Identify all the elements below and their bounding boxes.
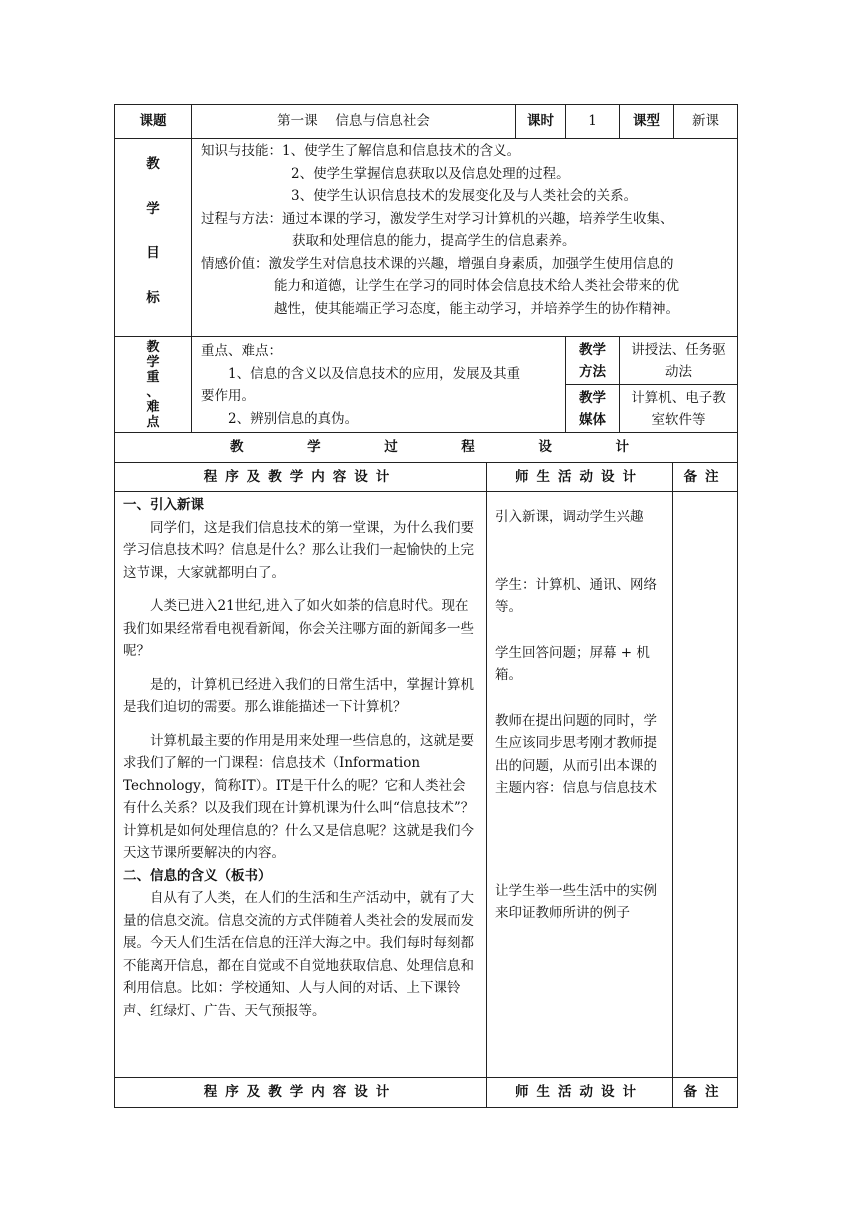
process-title-char: 过: [384, 439, 398, 456]
keypoints-label-char: 点: [146, 414, 160, 430]
keypoints-content: [192, 337, 566, 433]
keypoint-item-1b: 要作用。: [201, 388, 255, 404]
objective-line: 3、使学生认识信息技术的发展变化及与人类社会的关系。: [291, 188, 638, 204]
keypoints-label-char: 学: [146, 354, 160, 370]
content-paragraph-4: 计算机最主要的作用是用来处理一些信息的，这就是要求我们了解的一门课程：信息技术（Information Technology，简称IT）。IT是干什么的呢？它和人类社会有什么关系？以及我们现在计算机课为什么叫“信息技术”？计算机是如何处理信息的？什么又是信息呢？这就是我们今天这节课所要解决的内容。: [123, 732, 475, 861]
keypoints-label-char: 重: [146, 369, 160, 385]
activity-5: 让学生举一些生活中的实例来印证教师所讲的例子: [495, 882, 657, 921]
keypoints-row-1: [115, 337, 738, 385]
keypoints-table: [114, 336, 738, 433]
process-title: [115, 433, 738, 463]
process-title-char: 计: [615, 439, 629, 456]
hours-label: 课时: [516, 105, 566, 139]
objective-line: 情感价值：激发学生对信息技术课的兴趣，增强自身素质，加强学生使用信息的: [201, 255, 674, 272]
col-activity-header: 师生活动设计: [487, 463, 673, 492]
process-title-char: 程: [461, 439, 475, 456]
media-value: [620, 385, 738, 433]
objective-line: 能力和道德，让学生在学习的同时体会信息技术给人类社会带来的优: [274, 278, 679, 294]
objectives-label-char: 学: [146, 200, 160, 217]
objective-line: 知识与技能：1、使学生了解信息和信息技术的含义。: [201, 143, 521, 159]
media-label: [566, 385, 620, 433]
keypoints-label-char: 教: [146, 339, 160, 355]
keypoints-label-char: 、: [146, 384, 160, 400]
col-notes-header: 备注: [673, 463, 738, 492]
content-cell: [115, 492, 487, 1078]
method-value-a: 讲授法、任务驱: [631, 341, 726, 358]
keypoint-item-2: 2、辨别信息的真伪。: [228, 410, 359, 427]
activity-4: 教师在提出问题的同时，学生应该同步思考刚才教师提出的问题，从而引出本课的主题内容：信息与信息技术: [495, 712, 657, 796]
activity-2: 学生：计算机、通讯、网络等。: [495, 576, 657, 615]
process-title-char: 学: [307, 439, 321, 456]
content-paragraph-3: 是的，计算机已经进入我们的日常生活中，掌握计算机是我们迫切的需要。那么谁能描述一下计算机？: [123, 676, 474, 715]
footer-col-notes: 备注: [673, 1078, 738, 1108]
footer-col-content: 程序及教学内容设计: [115, 1078, 487, 1108]
objectives-label-char: 目: [146, 245, 160, 261]
activity-1: 引入新课，调动学生兴趣: [495, 509, 644, 525]
process-title-char: 设: [538, 439, 552, 456]
process-body-row: [115, 492, 738, 1078]
section-1-title: 一、引入新课: [123, 497, 204, 513]
lesson-label: 课题: [115, 105, 192, 139]
activity-cell: [487, 492, 673, 1078]
objective-line: 2、使学生掌握信息获取以及信息处理的过程。: [291, 165, 570, 182]
method-label-a: 教学: [579, 341, 606, 358]
keypoint-item-1a: 1、信息的含义以及信息技术的应用，发展及其重: [228, 365, 521, 382]
objective-line: 获取和处理信息的能力，提高学生的信息素养。: [292, 233, 576, 249]
media-value-a: 计算机、电子教: [631, 389, 726, 406]
objectives-content: [192, 139, 738, 337]
objectives-label-char: 教: [146, 156, 160, 172]
section-2-title: 二、信息的含义（板书）: [123, 867, 272, 884]
keypoints-label-char: 难: [146, 399, 160, 415]
process-header-row: [115, 463, 738, 492]
lesson-title: 第一课 信息与信息社会: [192, 105, 516, 139]
content-paragraph-2: 人类已进入21世纪,进入了如火如荼的信息时代。现在我们如果经常看电视看新闻，你会关注哪方面的新闻多一些呢？: [123, 598, 474, 659]
method-value-b: 动法: [665, 363, 692, 380]
notes-cell: [673, 492, 738, 1078]
objectives-label: [115, 139, 192, 337]
type-value: 新课: [674, 105, 738, 139]
footer-col-activity: 师生活动设计: [487, 1078, 673, 1108]
content-paragraph-5: 自从有了人类，在人们的生活和生产活动中，就有了大量的信息交流。信息交流的方式伴随着人类社会的发展而发展。今天人们生活在信息的汪洋大海之中。我们每时每刻都不能离开信息，都在自觉或不自觉地获取信息、处理信息和利用信息。比如：学校通知、人与人间的对话、上下课铃声、红绿灯、广告、天气预报等。: [123, 890, 474, 1019]
method-label: [566, 337, 620, 385]
objective-line: 越性，使其能端正学习态度，能主动学习，并培养学生的协作精神。: [274, 300, 679, 317]
method-value: [620, 337, 738, 385]
type-label: 课型: [620, 105, 674, 139]
keypoints-heading: 重点、难点：: [201, 343, 282, 359]
media-label-a: 教学: [579, 389, 606, 406]
process-table: [114, 432, 738, 1108]
objectives-table: [114, 138, 738, 337]
lesson-plan: [114, 104, 737, 1108]
footer-header-row: [115, 1078, 738, 1108]
method-label-b: 方法: [579, 363, 606, 380]
objective-line: 过程与方法：通过本课的学习，激发学生对学习计算机的兴趣，培养学生收集、: [201, 210, 674, 227]
content-paragraph-1: 同学们，这是我们信息技术的第一堂课，为什么我们要学习信息技术吗？信息是什么？那么让我们一起愉快的上完这节课，大家就都明白了。: [123, 519, 474, 581]
media-label-b: 媒体: [579, 411, 606, 428]
hours-value: 1: [566, 105, 620, 139]
process-title-char: 教: [230, 439, 244, 456]
keypoints-label: [115, 337, 192, 433]
media-value-b: 室软件等: [651, 411, 706, 428]
header-row: [115, 105, 738, 139]
process-title-row: [115, 433, 738, 463]
lesson-plan-table: [114, 104, 738, 139]
col-content-header: 程序及教学内容设计: [115, 463, 487, 492]
objectives-row: [115, 139, 738, 337]
objectives-label-char: 标: [146, 289, 160, 306]
activity-3: 学生回答问题；屏幕 + 机箱。: [495, 644, 650, 683]
